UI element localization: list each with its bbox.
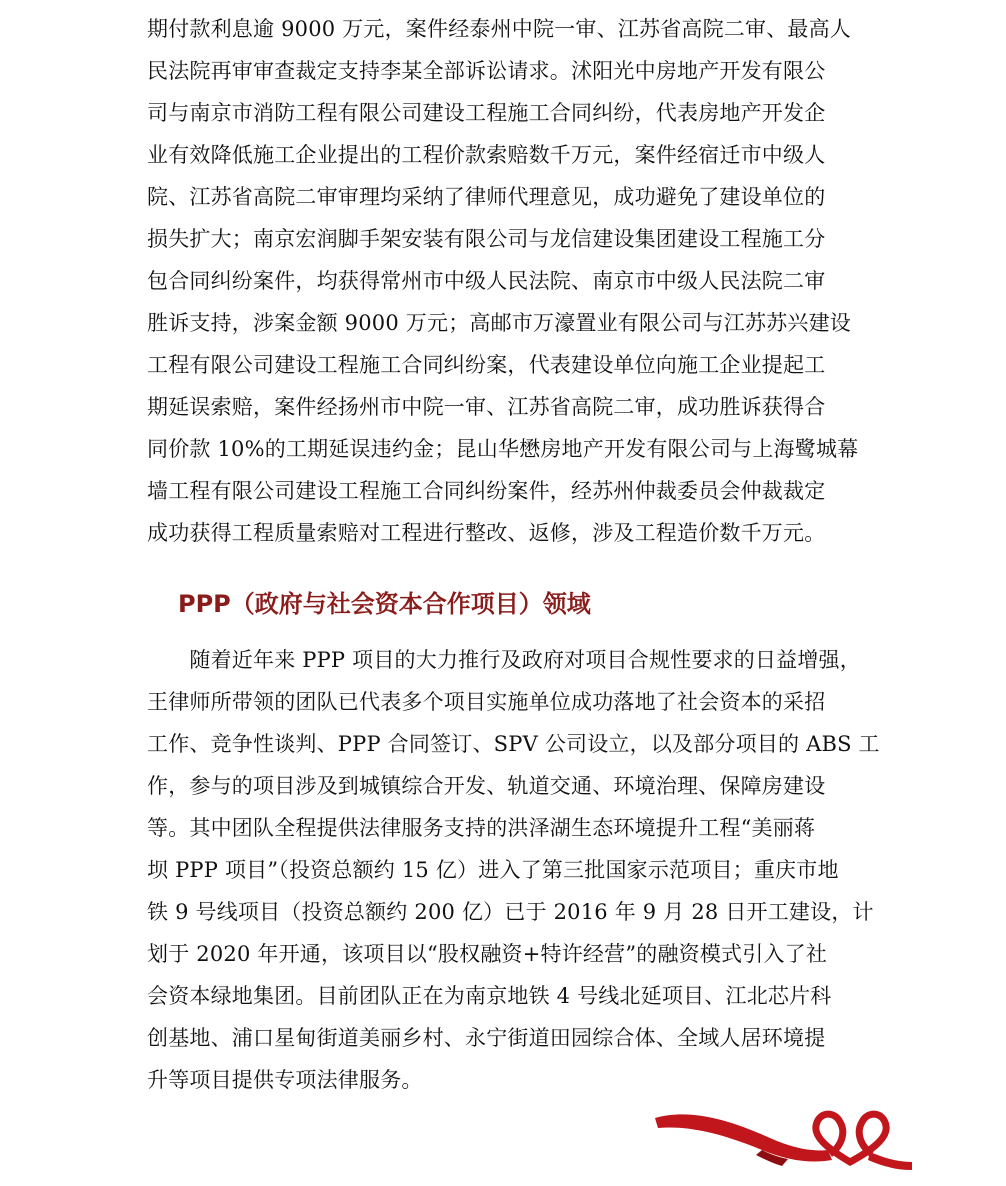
text-line: 工程有限公司建设工程施工合同纠纷案，代表建设单位向施工企业提起工: [147, 353, 826, 377]
ribbon-end: [868, 1152, 912, 1170]
text-line: 作，参与的项目涉及到城镇综合开发、轨道交通、环境治理、保障房建设: [147, 774, 826, 798]
text-line: 随着近年来 PPP 项目的大力推行及政府对项目合规性要求的日益增强，: [147, 648, 861, 672]
text-line: 升等项目提供专项法律服务。: [147, 1068, 423, 1092]
text-line: 胜诉支持，涉案金额 9000 万元；高邮市万濠置业有限公司与江苏苏兴建设: [147, 311, 851, 335]
text-line: 工作、竞争性谈判、PPP 合同签订、SPV 公司设立，以及部分项目的 ABS 工: [147, 732, 880, 756]
text-line: 损失扩大；南京宏润脚手架安装有限公司与龙信建设集团建设工程施工分: [147, 227, 826, 251]
text-line: 王律师所带领的团队已代表多个项目实施单位成功落地了社会资本的采招: [147, 690, 826, 714]
text-line: 包合同纠纷案件，均获得常州市中级人民法院、南京市中级人民法院二审: [147, 269, 826, 293]
text-line: 成功获得工程质量索赔对工程进行整改、返修，涉及工程造价数千万元。: [147, 521, 826, 545]
red-ribbon-heart-decoration: [650, 1080, 920, 1180]
text-line: 会资本绿地集团。目前团队正在为南京地铁 4 号线北延项目、江北芯片科: [147, 984, 832, 1008]
text-line: 民法院再审审查裁定支持李某全部诉讼请求。沭阳光中房地产开发有限公: [147, 59, 826, 83]
text-line: 划于 2020 年开通，该项目以“股权融资+特许经营”的融资模式引入了社: [147, 942, 828, 966]
text-line: 期延误索赔，案件经扬州市中院一审、江苏省高院二审，成功胜诉获得合: [147, 395, 826, 419]
ribbon-tail: [655, 1114, 832, 1161]
text-line: 创基地、浦口星甸街道美丽乡村、永宁街道田园综合体、全域人居环境提: [147, 1026, 826, 1050]
text-line: 司与南京市消防工程有限公司建设工程施工合同纠纷，代表房地产开发企: [147, 101, 826, 125]
text-line: 院、江苏省高院二审审理均采纳了律师代理意见，成功避免了建设单位的: [147, 185, 826, 209]
text-line: 等。其中团队全程提供法律服务支持的洪泽湖生态环境提升工程“美丽蒋: [147, 816, 816, 840]
text-line: 业有效降低施工企业提出的工程价款索赔数千万元，案件经宿迁市中级人: [147, 143, 826, 167]
text-line: 坝 PPP 项目”（投资总额约 15 亿）进入了第三批国家示范项目；重庆市地: [147, 858, 839, 882]
text-line: 期付款利息逾 9000 万元，案件经泰州中院一审、江苏省高院二审、最高人: [147, 17, 851, 41]
paragraph-construction-cases: [147, 8, 892, 554]
text-line: 铁 9 号线项目（投资总额约 200 亿）已于 2016 年 9 月 28 日开工建设，计: [147, 900, 874, 924]
section-heading: PPP（政府与社会资本合作项目）领域: [178, 590, 591, 618]
paragraph-ppp-projects: [147, 639, 892, 1101]
text-line: 同价款 10%的工期延误违约金；昆山华懋房地产开发有限公司与上海鹭城幕: [147, 437, 859, 461]
text-line: 墙工程有限公司建设工程施工合同纠纷案件，经苏州仲裁委员会仲裁裁定: [147, 479, 826, 503]
